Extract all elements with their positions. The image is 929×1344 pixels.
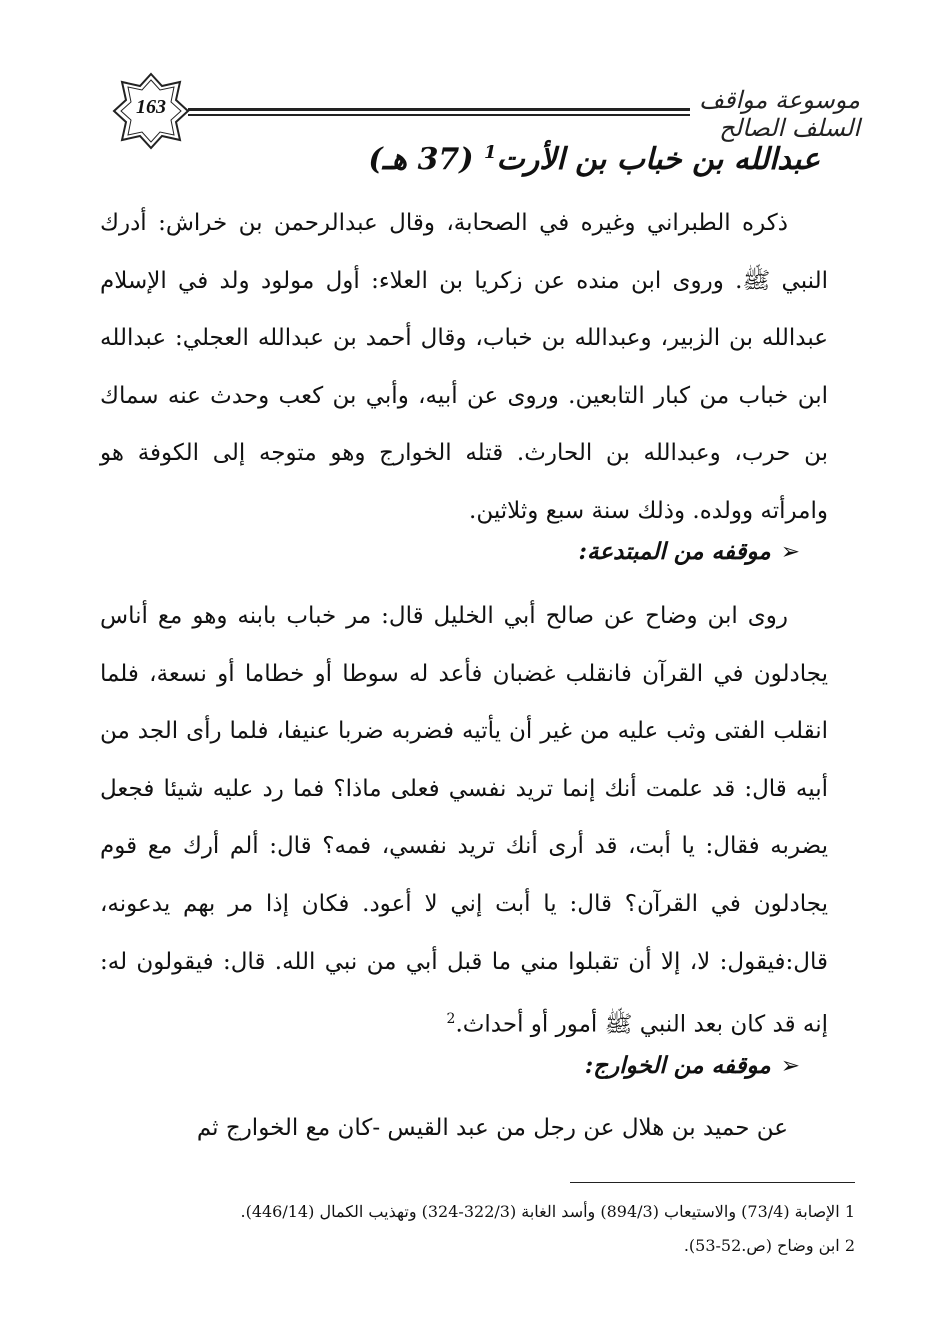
section-heading-innovators <box>100 538 800 565</box>
section2-paragraph: عن حميد بن هلال عن رجل من عبد القيس -كان مع الخوارج ثم <box>196 1115 788 1141</box>
section-heading-khawarij <box>100 1052 800 1079</box>
intro-paragraph: ذكره الطبراني وغيره في الصحابة، وقال عبدالرحمن بن خراش: أدرك النبي ﷺ. وروى ابن منده عن زكريا بن العلاء: أول مولود ولد في الإسلام عبدالله بن الزبير، وعبدالله بن خباب، وقال أحمد بن عبدالله العجلي: عبدالله ابن خباب من كبار التابعين. وروى عن أبيه، وأبي بن كعب وحدث عنه سماك بن حرب، وعبدالله بن الحارث. قتله الخوارج وهو متوجه إلى الكوفة هو وامرأته وولده. وذلك سنة سبع وثلاثين. <box>100 210 828 524</box>
arrow-bullet-icon: ➢ <box>780 1053 800 1079</box>
section-heading-text: موقفه من الخوارج: <box>584 1052 771 1079</box>
footnotes <box>150 1195 855 1263</box>
series-title: موسوعة مواقف السلف الصالح <box>699 86 860 142</box>
footnote-1: 1 الإصابة (73/4) والاستيعاب (894/3) وأسد الغابة (322/3-324) وتهذيب الكمال (446/14). <box>240 1202 855 1221</box>
footnote-ref-2[interactable]: 2 <box>446 1011 456 1028</box>
section1-block <box>100 588 828 1054</box>
section-heading-text: موقفه من المبتدعة: <box>578 538 771 565</box>
page-number: 163 <box>136 96 166 118</box>
chapter-year: (37 هـ) <box>368 142 474 177</box>
intro-block <box>100 195 828 541</box>
chapter-title <box>120 142 820 177</box>
section2-block <box>100 1100 828 1158</box>
header-rule <box>188 108 690 116</box>
arrow-bullet-icon: ➢ <box>780 539 800 565</box>
footnote-divider <box>570 1182 855 1183</box>
chapter-name: عبدالله بن خباب بن الأرت <box>496 142 820 177</box>
footnote-2: 2 ابن وضاح (ص.52-53). <box>683 1236 855 1255</box>
page-number-badge <box>112 72 190 150</box>
section1-paragraph <box>100 588 828 1054</box>
section1-text: روى ابن وضاح عن صالح أبي الخليل قال: مر خباب بابنه وهو مع أناس يجادلون في القرآن فانقلب غضبان فأعد له سوطا أو خطاما أو نسعة، فلما انقلب الفتى وثب عليه من غير أن يأتيه فضربه ضربا عنيفا، فلما رأى الجد من أبيه قال: قد علمت أنك إنما تريد نفسي فعلى ماذا؟ فما رد عليه شيئا فجعل يضربه فقال: يا أبت، قد أرى أنك تريد نفسي، فمه؟ قال: ألم أرك مع قوم يجادلون في القرآن؟ قال: يا أبت إني لا أعود. فكان إذا مر بهم يدعونه، قال:فيقول: لا، إلا أن تقبلوا مني ما قبل أبي من نبي الله. قال: فيقولون له: إنه قد كان بعد النبي ﷺ أمور أو أحداث. <box>100 603 828 1038</box>
footnote-ref-1[interactable]: 1 <box>483 142 497 163</box>
